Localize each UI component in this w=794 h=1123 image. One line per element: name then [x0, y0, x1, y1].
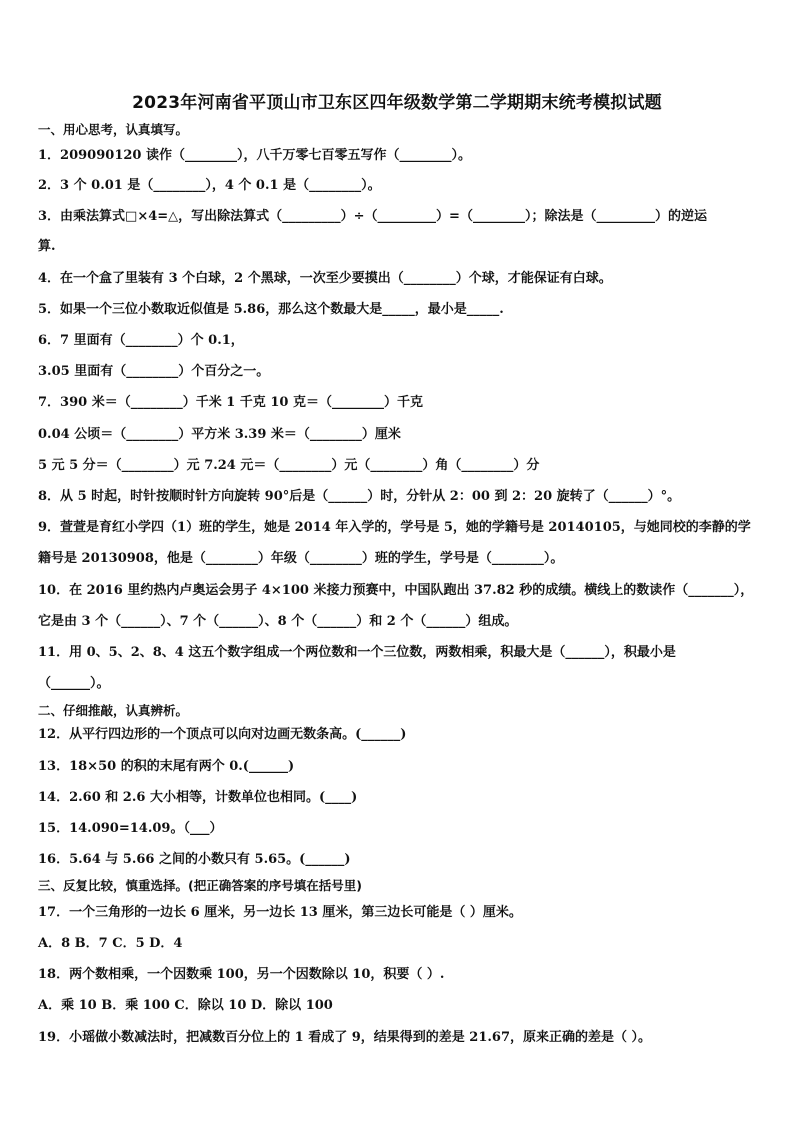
question-18-options: A．乘 10 B．乘 100 C．除以 10 D．除以 100 — [38, 998, 333, 1013]
question-11-cont: （______）。 — [38, 676, 110, 691]
question-12: 12．从平行四边形的一个顶点可以向对边画无数条高。(______) — [38, 727, 407, 742]
question-14: 14．2.60 和 2.6 大小相等，计数单位也相同。(____) — [38, 790, 358, 805]
question-17: 17．一个三角形的一边长 6 厘米，另一边长 13 厘米，第三边长可能是（ ）厘米。 — [38, 905, 522, 920]
question-10: 10．在 2016 里约热内卢奥运会男子 4×100 米接力预赛中，中国队跑出 37.82 秒的成绩。横线上的数读作（_______）， — [38, 583, 754, 598]
page-title: 2023年河南省平顶山市卫东区四年级数学第二学期期末统考模拟试题 — [132, 93, 662, 113]
question-7-row2: 0.04 公顷＝（________）平方米 3.39 米＝（________）厘米 — [38, 427, 401, 442]
question-2: 2．3 个 0.01 是（________），4 个 0.1 是（________）。 — [38, 178, 381, 193]
question-18: 18．两个数相乘，一个因数乘 100，另一个因数除以 10，积要（ ）. — [38, 967, 445, 982]
question-6-cont: 3.05 里面有（________）个百分之一。 — [38, 364, 270, 379]
question-8: 8．从 5 时起，时针按顺时针方向旋转 90°后是（______）时，分针从 2：00 到 2：20 旋转了（______）°。 — [38, 489, 681, 504]
question-15: 15．14.090=14.09。（___） — [38, 821, 223, 836]
question-19: 19．小瑶做小数减法时，把减数百分位上的 1 看成了 9，结果得到的差是 21.67，原来正确的差是（ ）。 — [38, 1030, 652, 1045]
question-3-cont: 算. — [38, 239, 56, 254]
question-6: 6．7 里面有（________）个 0.1， — [38, 333, 244, 348]
question-11: 11．用 0、5、2、8、4 这五个数字组成一个两位数和一个三位数，两数相乘，积最大是（______），积最小是 — [38, 645, 676, 660]
section-2-heading: 二、仔细推敲，认真辨析。 — [38, 703, 189, 718]
question-5: 5．如果一个三位小数取近似值是 5.86，那么这个数最大是_____，最小是_____. — [38, 302, 504, 317]
question-7-row3: 5 元 5 分＝（________）元 7.24 元＝（________）元（________）角（________）分 — [38, 458, 540, 473]
question-9: 9．萱萱是育红小学四（1）班的学生，她是 2014 年入学的，学号是 5，她的学籍号是 20140105，与她同校的李静的学 — [38, 520, 751, 535]
section-1-heading: 一、用心思考，认真填写。 — [38, 122, 189, 137]
question-9-cont: 籍号是 20130908，他是（________）年级（________）班的学生，学号是（________）。 — [38, 551, 564, 566]
question-3: 3．由乘法算式□×4=△，写出除法算式（_________）÷（_________）=（________）；除法是（_________）的逆运 — [38, 209, 707, 224]
question-4: 4．在一个盒了里装有 3 个白球，2 个黑球，一次至少要摸出（________）个球，才能保证有白球。 — [38, 271, 612, 286]
question-16: 16．5.64 与 5.66 之间的小数只有 5.65。(______) — [38, 852, 351, 867]
question-1: 1．209090120 读作（________），八千万零七百零五写作（________）。 — [38, 148, 471, 163]
question-17-options: A．8 B．7 C．5 D．4 — [38, 936, 183, 951]
question-10-cont: 它是由 3 个（______）、7 个（______）、8 个（______）和 2 个（______）组成。 — [38, 614, 518, 629]
question-13: 13．18×50 的积的末尾有两个 0.(______) — [38, 759, 295, 774]
section-3-heading: 三、反复比较，慎重选择。(把正确答案的序号填在括号里) — [38, 878, 362, 893]
question-7: 7．390 米＝（________）千米 1 千克 10 克＝（________）千克 — [38, 395, 423, 410]
